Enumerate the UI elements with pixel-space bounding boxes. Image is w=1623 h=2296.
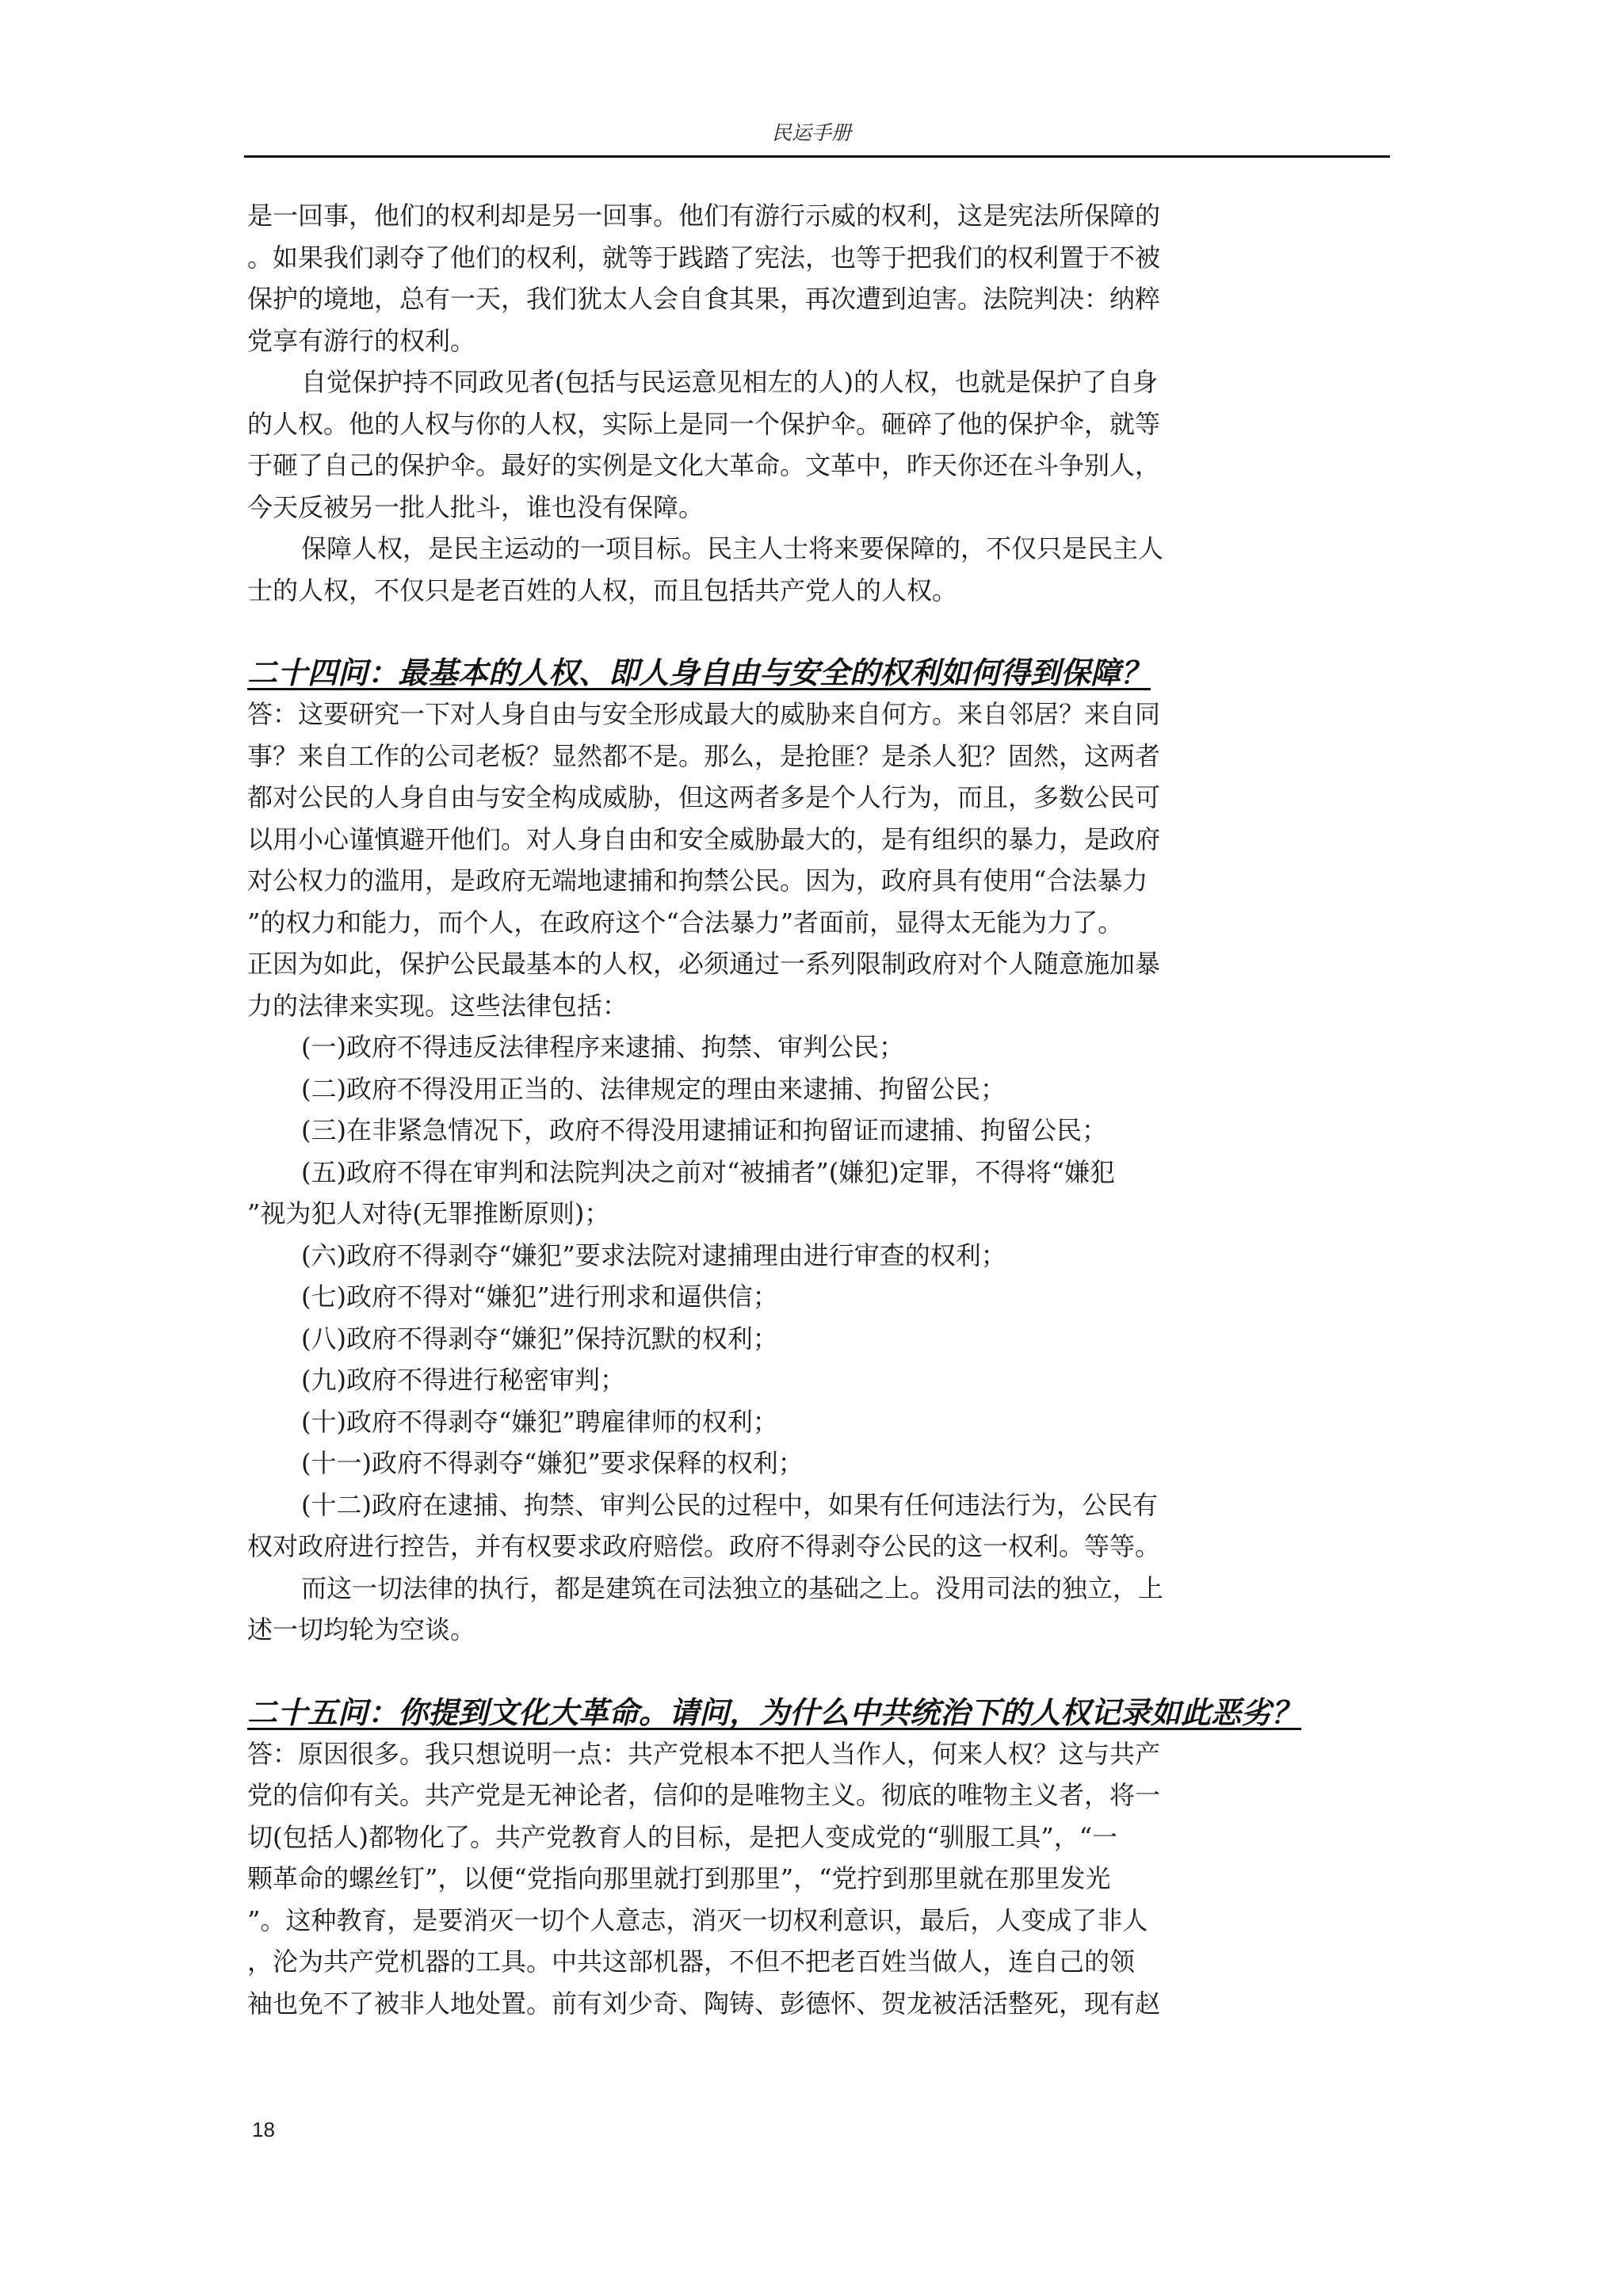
- text-line: 士的人权，不仅只是老百姓的人权，而且包括共产党人的人权。: [247, 575, 958, 606]
- list-item: (十一)政府不得剥夺“嫌犯”要求保释的权利；: [301, 1448, 804, 1478]
- list-item: (一)政府不得违反法律程序来逮捕、拘禁、审判公民；: [301, 1032, 904, 1062]
- text-line: 切(包括人)都物化了。共产党教育人的目标，是把人变成党的“驯服工具”，“一: [247, 1821, 1118, 1852]
- answer-q25: [247, 1733, 1325, 2025]
- list-item: (二)政府不得没用正当的、法律规定的理由来逮捕、拘留公民；: [301, 1073, 1006, 1104]
- paragraph-human-rights-goal: [247, 528, 1325, 611]
- list-item: (八)政府不得剥夺“嫌犯”保持沉默的权利；: [301, 1323, 778, 1354]
- list-item-continued: ”视为犯人对待(无罪推断原则)；: [247, 1198, 610, 1228]
- text-line: ，沦为共产党机器的工具。中共这部机器，不但不把老百姓当做人，连自己的领: [247, 1946, 1136, 1977]
- text-line: 正因为如此，保护公民最基本的人权，必须通过一系列限制政府对个人随意施加暴: [247, 949, 1161, 979]
- list-item-continued: 权对政府进行控告，并有权要求政府赔偿。政府不得剥夺公民的这一权利。等等。: [247, 1531, 1161, 1561]
- text-line: 保护的境地，总有一天，我们犹太人会自食其果，再次遭到迫害。法院判决：纳粹: [247, 284, 1161, 314]
- page-body: [247, 195, 1325, 2024]
- text-line: 今天反被另一批人批斗，谁也没有保障。: [247, 491, 705, 522]
- text-line: 答：原因很多。我只想说明一点：共产党根本不把人当作人，何来人权？这与共产: [247, 1738, 1161, 1769]
- text-line: 都对公民的人身自由与安全构成威胁，但这两者多是个人行为，而且，多数公民可: [247, 782, 1161, 812]
- law-list: [247, 1026, 1325, 1568]
- text-line: 党享有游行的权利。: [247, 325, 476, 356]
- text-line: 事？来自工作的公司老板？显然都不是。那么，是抢匪？是杀人犯？固然，这两者: [247, 740, 1161, 771]
- list-item: (七)政府不得对“嫌犯”进行刑求和逼供信；: [301, 1282, 778, 1312]
- text-line: 是一回事，他们的权利却是另一回事。他们有游行示威的权利，这是宪法所保障的: [247, 201, 1161, 231]
- text-line: 于砸了自己的保护伞。最好的实例是文化大革命。文革中，昨天你还在斗争别人，: [247, 450, 1161, 480]
- page-number: 18: [252, 2118, 275, 2141]
- section-heading-q24: 二十四问：最基本的人权、即人身自由与安全的权利如何得到保障？: [247, 655, 1151, 690]
- list-item: (九)政府不得进行秘密审判；: [301, 1365, 625, 1395]
- text-line: 颗革命的螺丝钉”，以便“党指向那里就打到那里”，“党拧到那里就在那里发光: [247, 1863, 1111, 1893]
- text-line: 党的信仰有关。共产党是无神论者，信仰的是唯物主义。彻底的唯物主义者，将一: [247, 1780, 1161, 1810]
- text-line: 述一切均轮为空谈。: [247, 1614, 476, 1645]
- list-item: (五)政府不得在审判和法院判决之前对“被捕者”(嫌犯)定罪，不得将“嫌犯: [301, 1156, 1116, 1187]
- text-line: 而这一切法律的执行，都是建筑在司法独立的基础之上。没用司法的独立，上: [301, 1572, 1164, 1603]
- paragraph-continued: [247, 195, 1325, 361]
- text-line: 的人权。他的人权与你的人权，实际上是同一个保护伞。砸碎了他的保护伞，就等: [247, 408, 1161, 439]
- paragraph-protect-dissidents: [247, 361, 1325, 528]
- text-line: ”。这种教育，是要消灭一切个人意志，消灭一切权利意识，最后，人变成了非人: [247, 1904, 1148, 1935]
- list-item: (十)政府不得剥夺“嫌犯”聘雇律师的权利；: [301, 1406, 778, 1437]
- text-line: 自觉保护持不同政见者(包括与民运意见相左的人)的人权，也就是保护了自身: [301, 367, 1158, 397]
- running-header-title: 民运手册: [771, 121, 851, 144]
- section-heading-q25: 二十五问：你提到文化大革命。请问，为什么中共统治下的人权记录如此恶劣？: [247, 1694, 1302, 1730]
- paragraph-judicial-independence: [247, 1568, 1325, 1651]
- text-line: 力的法律来实现。这些法律包括：: [247, 990, 628, 1021]
- text-line: 以用小心谨慎避开他们。对人身自由和安全威胁最大的，是有组织的暴力，是政府: [247, 823, 1161, 854]
- text-line: ”的权力和能力，而个人，在政府这个“合法暴力”者面前，显得太无能为力了。: [247, 907, 1124, 938]
- header-rule: [244, 155, 1390, 158]
- text-line: 答：这要研究一下对人身自由与安全形成最大的威胁来自何方。来自邻居？来自同: [247, 699, 1161, 729]
- answer-q24: [247, 693, 1325, 1026]
- text-line: 对公权力的滥用，是政府无端地逮捕和拘禁公民。因为，政府具有使用“合法暴力: [247, 865, 1148, 896]
- text-line: 袖也免不了被非人地处置。前有刘少奇、陶铸、彭德怀、贺龙被活活整死，现有赵: [247, 1988, 1161, 2019]
- list-item: (六)政府不得剥夺“嫌犯”要求法院对逮捕理由进行审查的权利；: [301, 1240, 1006, 1270]
- list-item: (三)在非紧急情况下，政府不得没用逮捕证和拘留证而逮捕、拘留公民；: [301, 1115, 1107, 1145]
- text-line: 保障人权，是民主运动的一项目标。民主人士将来要保障的，不仅只是民主人: [301, 533, 1164, 563]
- text-line: 。如果我们剥夺了他们的权利，就等于践踏了宪法，也等于把我们的权利置于不被: [247, 242, 1161, 273]
- list-item: (十二)政府在逮捕、拘禁、审判公民的过程中，如果有任何违法行为，公民有: [301, 1489, 1158, 1520]
